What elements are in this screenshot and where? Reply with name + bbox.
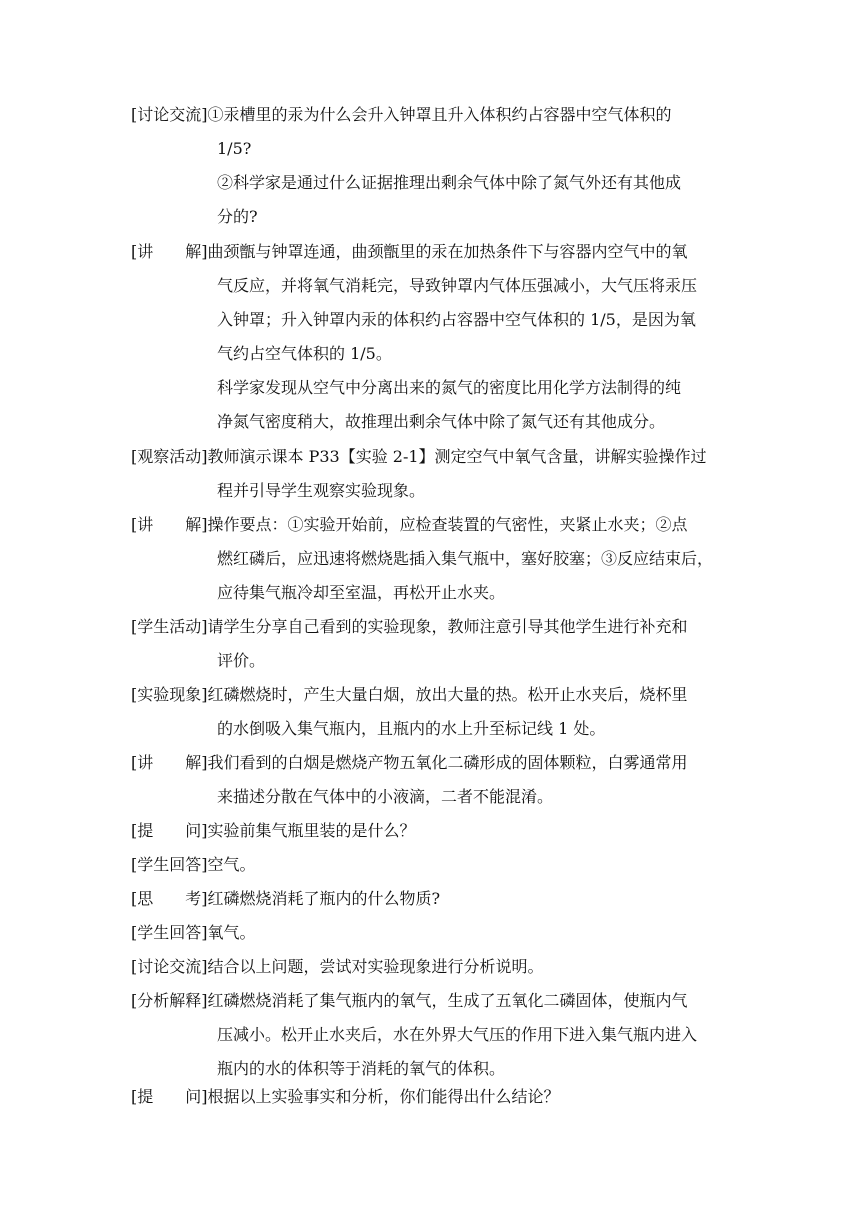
observation-block — [131, 440, 731, 508]
paragraph-line: 压减小。松开止水夹后，水在外界大气压的作用下进入集气瓶内进入 — [217, 1025, 698, 1044]
paragraph-line: [学生回答]氧气。 — [131, 923, 256, 942]
paragraph-line: 评价。 — [217, 651, 266, 670]
discussion-block-1 — [131, 98, 731, 234]
paragraph-line: 来描述分散在气体中的小液滴，二者不能混淆。 — [217, 787, 554, 806]
phenomenon-block — [131, 678, 731, 746]
explanation-block-2 — [131, 508, 731, 610]
paragraph-line: [讨论交流]结合以上问题，尝试对实验现象进行分析说明。 — [131, 957, 544, 976]
paragraph-line: 科学家发现从空气中分离出来的氮气的密度比用化学方法制得的纯 — [217, 378, 682, 397]
paragraph-line: [观察活动]教师演示课本 P33【实验 2-1】测定空气中氧气含量，讲解实验操作过 — [131, 447, 707, 466]
question-block-2 — [131, 1080, 731, 1114]
paragraph-line: 燃红磷后，应迅速将燃烧匙插入集气瓶中，塞好胶塞；③反应结束后， — [217, 549, 714, 568]
paragraph-line: 程并引导学生观察实验现象。 — [217, 481, 426, 500]
explanation-block-1 — [131, 235, 731, 439]
paragraph-line: [提 问]根据以上实验事实和分析，你们能得出什么结论？ — [131, 1087, 560, 1106]
paragraph-line: [实验现象]红磷燃烧时，产生大量白烟，放出大量的热。松开止水夹后，烧杯里 — [131, 685, 688, 704]
paragraph-line: [思 考]红磷燃烧消耗了瓶内的什么物质? — [131, 889, 441, 908]
student-activity-block — [131, 610, 731, 678]
student-answer-block-2 — [131, 916, 731, 950]
paragraph-line: 分的? — [217, 207, 258, 226]
question-block-1 — [131, 814, 731, 848]
explanation-block-3 — [131, 746, 731, 814]
paragraph-line: 应待集气瓶冷却至室温，再松开止水夹。 — [217, 583, 506, 602]
paragraph-line: 入钟罩；升入钟罩内汞的体积约占容器中空气体积的 1/5，是因为氧 — [217, 310, 696, 329]
paragraph-line: 净氮气密度稍大，故推理出剩余气体中除了氮气还有其他成分。 — [217, 412, 666, 431]
paragraph-line: [分析解释]红磷燃烧消耗了集气瓶内的氧气，生成了五氧化二磷固体，使瓶内气 — [131, 991, 688, 1010]
paragraph-line: [提 问]实验前集气瓶里装的是什么？ — [131, 821, 416, 840]
paragraph-line: [学生活动]请学生分享自己看到的实验现象，教师注意引导其他学生进行补充和 — [131, 617, 688, 636]
paragraph-line: [讨论交流]①汞槽里的汞为什么会升入钟罩且升入体积约占容器中空气体积的 — [131, 105, 672, 124]
paragraph-line: [讲 解]操作要点：①实验开始前，应检查装置的气密性，夹紧止水夹；②点 — [131, 515, 688, 534]
analysis-block — [131, 984, 731, 1086]
paragraph-line: 的水倒吸入集气瓶内，且瓶内的水上升至标记线 1 处。 — [217, 719, 606, 738]
paragraph-line: 瓶内的水的体积等于消耗的氧气的体积。 — [217, 1059, 506, 1078]
paragraph-line: 1/5? — [217, 139, 252, 158]
paragraph-line: 气反应，并将氧气消耗完，导致钟罩内气体压强减小，大气压将汞压 — [217, 276, 698, 295]
paragraph-line: [讲 解]曲颈甑与钟罩连通，曲颈甑里的汞在加热条件下与容器内空气中的氧 — [131, 242, 688, 261]
student-answer-block-1 — [131, 848, 731, 882]
paragraph-line: 气约占空气体积的 1/5。 — [217, 344, 392, 363]
thinking-block — [131, 882, 731, 916]
paragraph-line: [讲 解]我们看到的白烟是燃烧产物五氧化二磷形成的固体颗粒，白雾通常用 — [131, 753, 688, 772]
paragraph-line: [学生回答]空气。 — [131, 855, 256, 874]
discussion-block-2 — [131, 950, 731, 984]
paragraph-line: ②科学家是通过什么证据推理出剩余气体中除了氮气外还有其他成 — [217, 173, 682, 192]
